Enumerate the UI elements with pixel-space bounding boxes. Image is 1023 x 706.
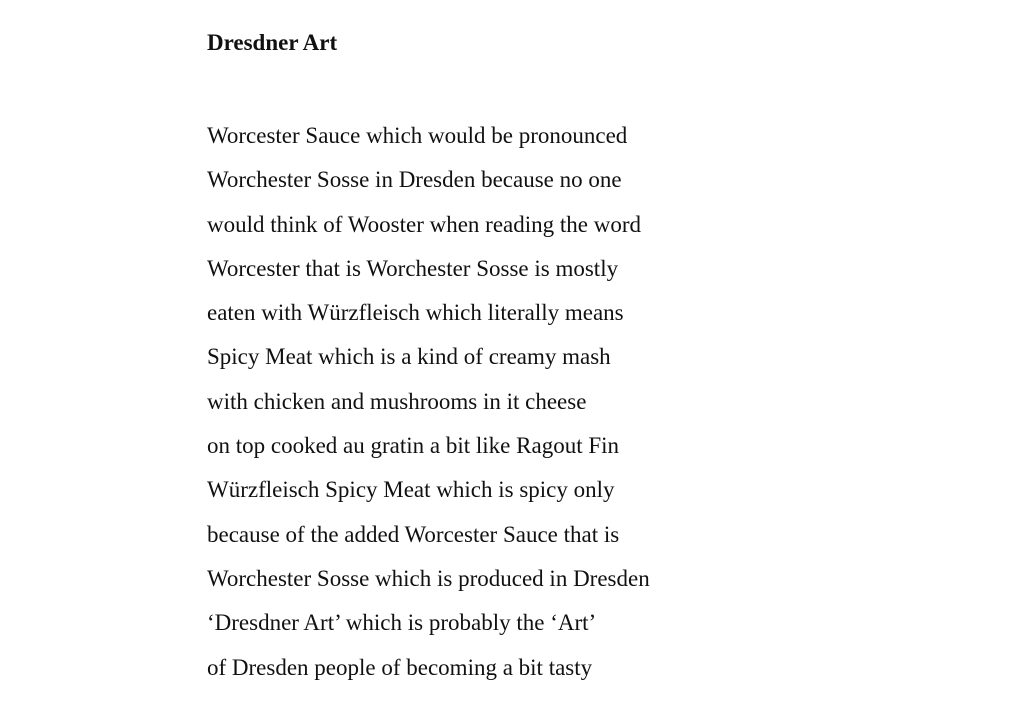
poem-line: Würzfleisch Spicy Meat which is spicy only [207,477,615,503]
poem-line: because of the added Worcester Sauce that is [207,521,620,547]
poem-line: with chicken and mushrooms in it cheese [207,388,587,414]
poem-title: Dresdner Art [207,30,338,55]
poem-line: Worcester Sauce which would be pronounced [207,123,628,148]
poem-line: Spicy Meat which is a kind of creamy mash [207,344,611,370]
poem-line: on top cooked au gratin a bit like Ragout Fin [207,433,620,459]
poem-body [207,114,967,690]
poem-line: of Dresden people of becoming a bit tasty [207,654,593,680]
poem-line: Worchester Sosse which is produced in Dresden [207,565,650,591]
poem-line: Worcester that is Worchester Sosse is mostly [207,255,619,281]
document-page [207,26,967,690]
poem-line: ‘Dresdner Art’ which is probably the ‘Art’ [207,610,597,636]
poem-line: would think of Wooster when reading the word [207,211,642,237]
poem-line: Worchester Sosse in Dresden because no one [207,167,622,193]
poem-line: eaten with Würzfleisch which literally means [207,300,624,326]
